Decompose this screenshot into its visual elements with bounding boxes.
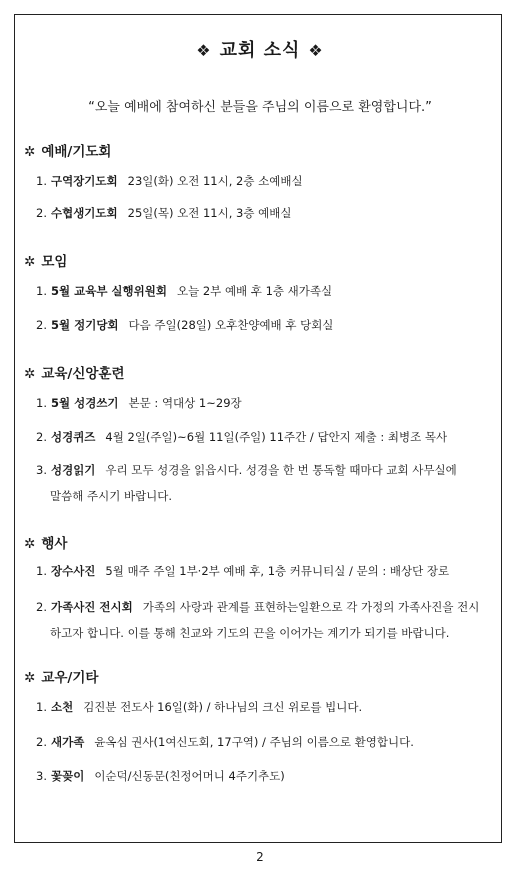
item-number: 1. [36,174,47,188]
item-number: 1. [36,284,47,298]
item-label: 수협생기도회 [50,206,118,220]
list-item [36,558,498,584]
list-item [36,694,498,720]
item-content: 윤옥심 권사(1여신도회, 17구역) / 주님의 이름으로 환영합니다. [94,735,414,749]
section-heading-text: 행사 [41,536,68,552]
item-content: 다음 주일(28일) 오후찬양예배 후 당회실 [128,318,334,332]
section-heading-text: 교육/신앙훈련 [41,366,125,382]
item-content: 우리 모두 성경을 읽읍시다. 성경을 한 번 통독할 때마다 교회 사무실에 [105,463,457,477]
item-content: 가족의 사랑과 관계를 표현하는일환으로 각 가정의 가족사진을 전시 [142,600,480,614]
section-heading-events [24,532,67,552]
item-content: 본문 : 역대상 1~29장 [128,396,242,410]
asterisk-icon: ✲ [24,536,36,552]
item-label: 새가족 [50,735,85,749]
item-number: 1. [36,564,47,578]
list-item [36,278,498,304]
item-label: 장수사진 [50,564,96,578]
list-item [36,729,498,755]
asterisk-icon: ✲ [24,670,36,686]
list-item [36,200,498,226]
item-label: 5월 교육부 실행위원회 [50,284,167,298]
list-item [36,763,498,789]
item-number: 3. [36,769,47,783]
section-heading-members [24,666,98,686]
item-number: 2. [36,318,47,332]
welcome-greeting: “오늘 예배에 참여하신 분들을 주님의 이름으로 환영합니다.” [88,100,432,115]
item-content: 5월 매주 주일 1부·2부 예배 후, 1층 커뮤니티실 / 문의 : 배상단 장로 [105,564,450,578]
item-number: 2. [36,735,47,749]
item-label: 5월 성경쓰기 [50,396,119,410]
asterisk-icon: ✲ [24,366,36,382]
item-number: 1. [36,396,47,410]
section-heading-text: 예배/기도회 [41,144,112,160]
item-label: 구역장기도회 [50,174,118,188]
item-number: 2. [36,600,47,614]
title-text: 교회 소식 [219,40,301,61]
page-number: 2 [256,850,264,864]
list-item [36,424,498,450]
asterisk-icon: ✲ [24,254,36,270]
item-content: 오늘 2부 예배 후 1층 새가족실 [176,284,333,298]
section-heading-meetings [24,250,67,270]
item-content: 이순덕/신동문(친정어머니 4주기추도) [94,769,285,783]
asterisk-icon: ✲ [24,144,36,160]
item-label: 5월 정기당회 [50,318,119,332]
section-heading-text: 모임 [41,254,68,270]
diamond-ornament-icon: ❖ [308,41,324,60]
item-number: 3. [36,463,47,477]
item-content-continued: 하고자 합니다. 이를 통해 친교와 기도의 끈을 이어가는 계기가 되기를 바랍니다. [50,626,450,640]
page-title [0,36,520,62]
item-label: 꽃꽂이 [50,769,85,783]
list-item [36,312,498,338]
item-label: 성경퀴즈 [50,430,96,444]
item-label: 가족사진 전시회 [50,600,133,614]
item-number: 2. [36,430,47,444]
item-content: 4월 2일(주일)~6월 11일(주일) 11주간 / 답안지 제출 : 최병조 목사 [105,430,448,444]
item-number: 1. [36,700,47,714]
item-label: 성경읽기 [50,463,96,477]
item-content-continued: 말씀해 주시기 바랍니다. [50,489,173,503]
item-content: 김진분 전도사 16일(화) / 하나님의 크신 위로를 빕니다. [83,700,363,714]
item-number: 2. [36,206,47,220]
list-item [36,457,498,509]
section-heading-worship [24,140,111,160]
item-content: 25일(목) 오전 11시, 3층 예배실 [127,206,292,220]
section-heading-education [24,362,125,382]
item-label: 소천 [50,700,74,714]
section-heading-text: 교우/기타 [41,670,99,686]
diamond-ornament-icon: ❖ [196,41,212,60]
list-item [36,594,498,646]
list-item [36,390,498,416]
list-item [36,168,498,194]
item-content: 23일(화) 오전 11시, 2층 소예배실 [127,174,303,188]
